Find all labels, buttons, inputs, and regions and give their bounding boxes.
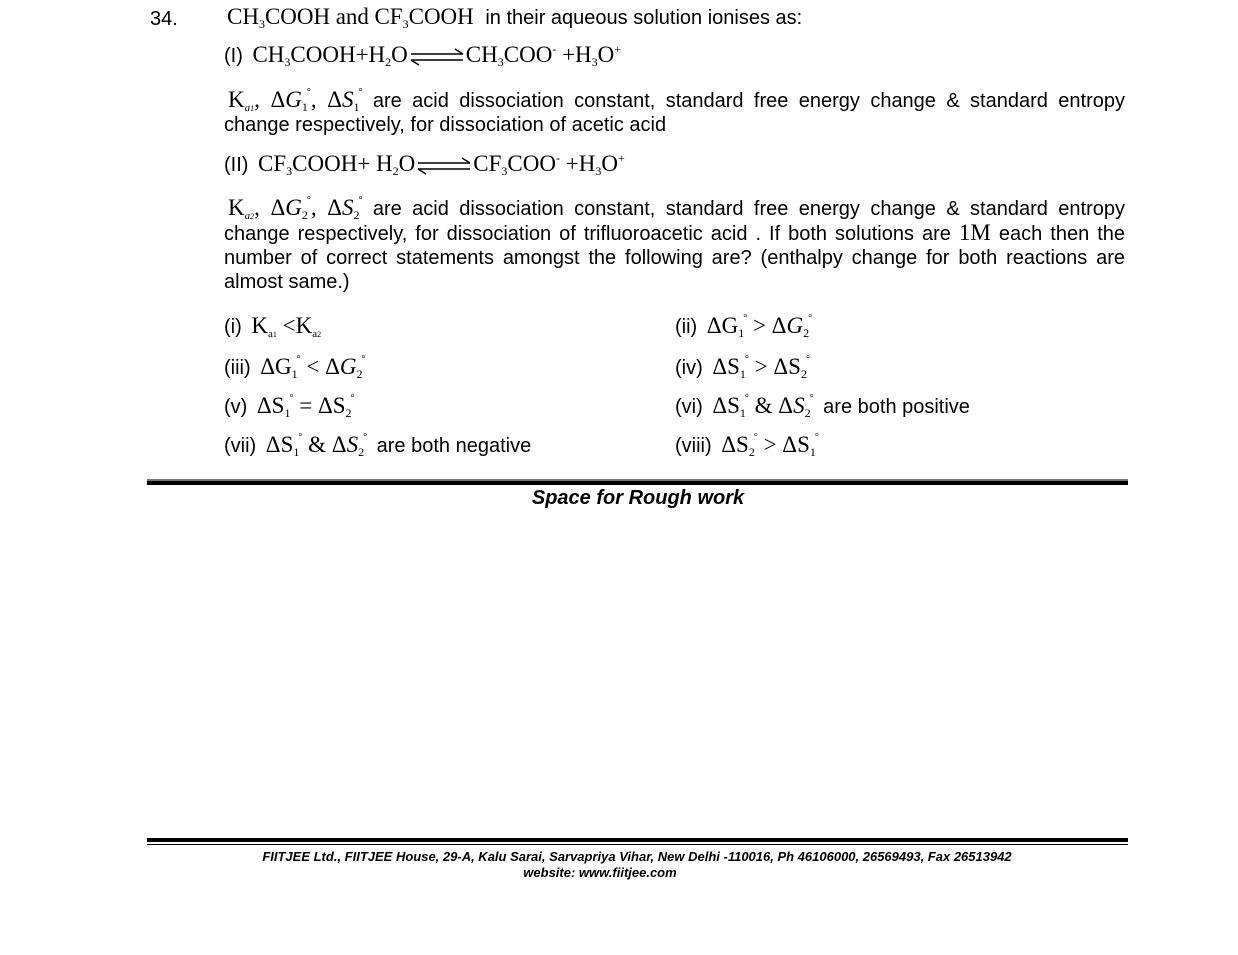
footer-website: website: www.fiitjee.com (523, 865, 677, 880)
intro-text: in their aqueous solution ionises as: (485, 7, 803, 29)
statement-i: (i) $K_{a1} <K_{a2}$ (224, 313, 322, 340)
statement-ii: (ii) $\Delta G_1^\circ > \Delta G_2^\circ$ (675, 313, 813, 340)
footer-rule-thick (147, 838, 1128, 842)
footer-address: FIITJEE Ltd., FIITJEE House, 29-A, Kalu Sarai, Sarvapriya Vihar, New Delhi -110016, Ph 46106000, 26569493, Fax 26513942 (262, 849, 1012, 864)
reaction-2-label: (II) (224, 154, 249, 176)
para1-text: are acid dissociation constant, standard free energy change & standard entropy change respectively, for dissociation of acetic acid (224, 90, 1125, 136)
question-number: 34. (150, 8, 178, 30)
para2-text-1: are acid dissociation constant, standard free energy change & standard entropy change respectively, for dissociation of trifluoroacetic acid . If both solutions are (224, 198, 1125, 245)
reaction-1-label: (I) (224, 45, 243, 67)
para2-text-2: each then the number of correct statements amongst the following are? (enthalpy change for both reactions are almost same.) (224, 223, 1125, 293)
formula-tfa: $CF_3COOH$ (374, 4, 474, 31)
statement-v: (v) $\Delta S_1^\circ = \Delta S_2^\circ$ (224, 393, 355, 420)
equilibrium-arrow-icon (416, 157, 472, 175)
footer-rule-thin (147, 844, 1128, 845)
divider-bottom (147, 481, 1128, 485)
para2-concentration: 1M (958, 220, 991, 245)
rough-work-label: Space for Rough work (531, 487, 745, 509)
statement-vi: (vi) $\Delta S_1^\circ$ & $\Delta S_2^\circ$ are both positive (675, 393, 970, 420)
statement-iii: (iii) $\Delta G_1^\circ < \Delta G_2^\circ$ (224, 354, 366, 381)
formula-acetic-acid: $CH_3COOH$ (227, 4, 331, 31)
statement-vii: (vii) $\Delta S_1^\circ$ & $\Delta S_2^\circ$ are both negative (224, 432, 532, 459)
paragraph-tfa: $K_{a2}$, $\Delta G_2^\circ$, $\Delta S_2^\circ$ are acid dissociation constant, standard free energy change & standard entropy change respectively, for dissociation of trifluoroacetic acid . If both solutions are 1M each then the number of correct statements amongst the following are? (enthalpy change for both reactions are almost same.) (224, 195, 1125, 293)
intro-line (227, 4, 802, 30)
reaction-2: (II) $CF_3COOH+ H_2O$ $CF_3COO^- +H_3O^+$ (224, 151, 625, 178)
statement-iv: (iv) $\Delta S_1^\circ > \Delta S_2^\circ$ (675, 354, 810, 381)
paragraph-acetic: $K_{a1}$, $\Delta G_1^\circ$, $\Delta S_1^\circ$ are acid dissociation constant, standard free energy change & standard entropy change respectively, for dissociation of acetic acid (224, 87, 1125, 136)
intro-and: and (335, 4, 369, 29)
statement-viii: (viii) $\Delta S_2^\circ > \Delta S_1^\circ$ (675, 432, 819, 459)
reaction-1: (I) $CH_3COOH+H_2O$ $CH_3COO^- +H_3O^+$ (224, 42, 622, 69)
equilibrium-arrow-icon (409, 48, 465, 66)
